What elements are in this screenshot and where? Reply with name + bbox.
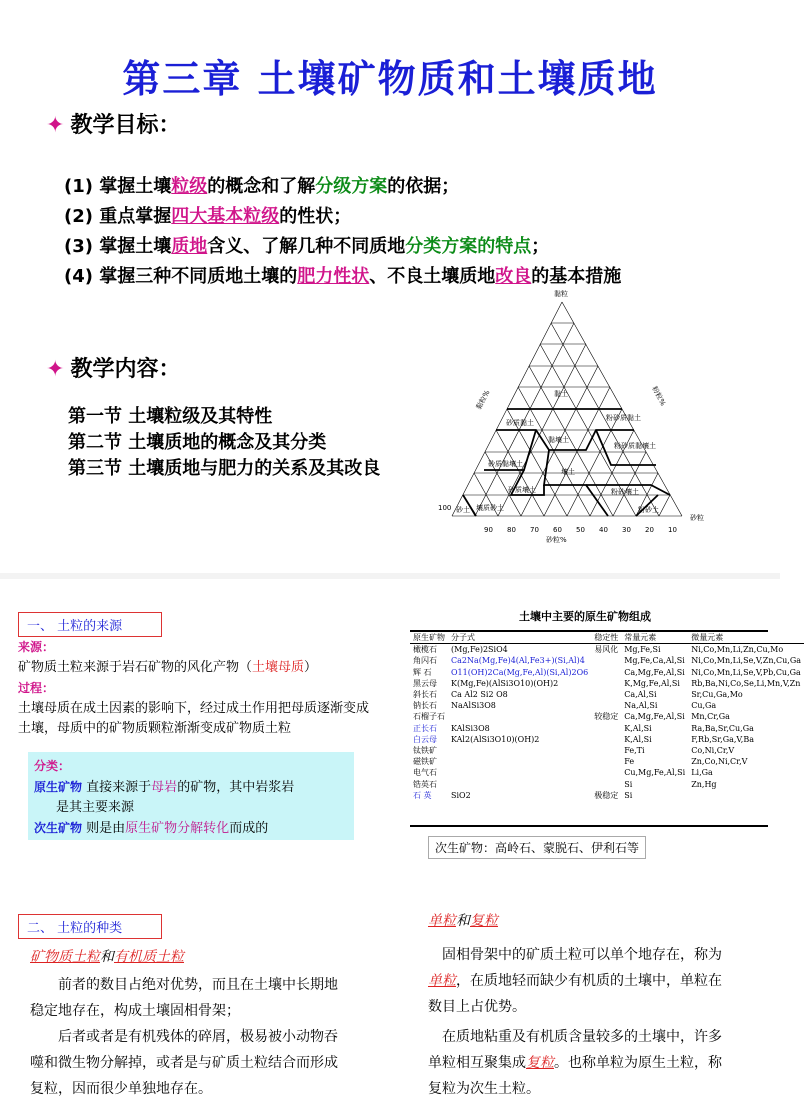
table-cell: [591, 655, 621, 666]
table-cell: Si: [624, 779, 633, 789]
table-cell: 石榴子石: [413, 712, 445, 722]
table-cell: 易风化: [594, 645, 619, 655]
table-cell: Cu,Mg,Fe,Al,Si: [624, 768, 686, 778]
table-cell: Mg,Fe,Si: [624, 645, 661, 655]
tick-label: 60: [553, 526, 562, 534]
table-cell: 黑云母: [413, 678, 437, 688]
table-header: 分子式: [448, 632, 591, 644]
tick-label: 10: [668, 526, 677, 534]
table-cell: 正长石: [413, 723, 437, 733]
table-cell: Si: [624, 790, 633, 800]
table-cell: [591, 678, 621, 689]
table-cell: K,Al,Si: [624, 734, 652, 744]
table-cell: 钛铁矿: [413, 745, 437, 755]
tick-label: 80: [507, 526, 516, 534]
bottom-axis-label: 砂粒%: [546, 536, 567, 544]
tick-label: 100: [438, 504, 452, 512]
mineral-table-wrap: [410, 630, 801, 827]
mineral-table: [410, 632, 804, 801]
primary-label: 原生矿物: [34, 780, 83, 794]
table-cell: [448, 711, 591, 722]
table-cell: KAlSi3O8: [451, 723, 490, 733]
objective-3: (3) 掌握土壤质地含义、了解几种不同质地分类方案的特点；: [64, 236, 550, 257]
section-2: 第二节 土壤质地的概念及其分类: [68, 432, 327, 453]
table-cell: [591, 745, 621, 756]
table-cell: Zn,Co,Ni,Cr,V: [691, 757, 748, 767]
table-cell: Na,Al,Si: [624, 701, 658, 711]
table-cell: 斜长石: [413, 690, 437, 700]
table-row: [410, 745, 804, 756]
table-header: 微量元素: [688, 632, 804, 644]
table-cell: [448, 745, 591, 756]
table-row: [410, 700, 804, 711]
tick-label: 40: [599, 526, 608, 534]
objective-4: (4) 掌握三种不同质地土壤的肥力性状、不良土壤质地改良的基本措施: [64, 266, 622, 287]
table-cell: Ni,Co,Mn,Li,Se,V,Zn,Cu,Ga: [691, 656, 801, 666]
table-cell: NaAlSi3O8: [451, 701, 496, 711]
table-cell: [591, 756, 621, 767]
table-cell: K,Mg,Fe,Al,Si: [624, 678, 680, 688]
table-row: [410, 644, 804, 656]
objectives-heading: ✦ 教学目标：: [46, 113, 181, 138]
process-text: 土壤母质在成土因素的影响下，经过成土作用把母质逐渐变成土壤，母质中的矿物质颗粒渐渐变成矿物质土粒: [18, 701, 370, 736]
table-cell: 极稳定: [594, 790, 619, 800]
types-para-1: 前者的数目占绝对优势，而且在土壤中长期地稳定地存在，构成土壤固相骨架；: [30, 977, 338, 1019]
table-row: [410, 778, 804, 789]
region-label: 壤质砂土: [476, 504, 504, 512]
table-cell: Fe,Ti: [624, 745, 645, 755]
table-cell: 钠长石: [413, 701, 437, 711]
objective-1: (1) 掌握土壤粒级的概念和了解分级方案的依据；: [64, 176, 460, 197]
region-label: 砂质壤土: [508, 486, 536, 494]
page-title: 第三章 土壤矿物质和土壤质地: [122, 57, 658, 101]
table-caption: 土壤中主要的原生矿物组成: [519, 610, 651, 623]
secondary-label: 次生矿物: [34, 821, 83, 835]
table-cell: Ni,Co,Mn,Li,Se,V,Pb,Cu,Ga: [691, 667, 801, 677]
grains-para-1: 固相骨架中的矿质土粒可以单个地存在，称为单粒，在质地轻而缺少有机质的土壤中，单粒在数目上占优势。: [428, 947, 722, 1015]
objectives-list: [64, 172, 764, 292]
table-cell: 较稳定: [594, 712, 619, 722]
region-label: 砂质黏壤土: [488, 460, 523, 468]
classification-box: 分类： 原生矿物 直接来源于母岩的矿物，其中岩浆岩 是其主要来源 次生矿物 则是由原生矿物分解转化而成的: [28, 752, 354, 840]
table-row: [410, 723, 804, 734]
region-label: 粉砂质黏土: [606, 414, 641, 422]
table-cell: Ca,Mg,Fe,Al,Si: [624, 712, 685, 722]
tick-label: 50: [576, 526, 585, 534]
soil-texture-triangle: [436, 280, 726, 550]
table-cell: O11(OH)2Ca(Mg,Fe,Al)(Si,Al)2O6: [451, 667, 589, 677]
table-cell: [591, 700, 621, 711]
table-row: [410, 689, 804, 700]
section-3: 第三节 土壤质地与肥力的关系及其改良: [68, 458, 381, 479]
table-cell: Fe: [624, 757, 635, 767]
table-header: 原生矿物: [410, 632, 448, 644]
source-label: 来源：: [18, 640, 55, 654]
star-bullet-icon: ✦: [46, 113, 65, 138]
grains-para-2: 在质地粘重及有机质含量较多的土壤中，许多单粒相互聚集成复粒。也称单粒为原生土粒，称复粒为次生土粒。: [428, 1029, 722, 1097]
triangle-apex-label: 黏粒: [554, 290, 568, 298]
table-cell: KAl2(AlSi3O10)(OH)2: [451, 734, 540, 744]
tick-label: 90: [484, 526, 493, 534]
slide-divider: [0, 573, 780, 579]
table-cell: [591, 767, 621, 778]
region-label: 砂土: [456, 506, 470, 514]
tick-bottom-end: 砂粒: [690, 514, 704, 522]
table-cell: (Mg,Fe)2SiO4: [451, 645, 508, 655]
table-cell: [591, 689, 621, 700]
tick-label: 30: [622, 526, 631, 534]
table-cell: Ca,Mg,Fe,Al,Si: [624, 667, 685, 677]
table-cell: SiO2: [451, 790, 471, 800]
types-subtitle: 矿物质土粒和有机质土粒: [30, 949, 184, 965]
origin-box-label: 一、 土粒的来源: [18, 612, 162, 637]
table-cell: [688, 790, 804, 801]
table-cell: [448, 756, 591, 767]
table-cell: Mn,Cr,Ga: [691, 712, 730, 722]
table-cell: Co,Ni,Cr,V: [691, 745, 735, 755]
table-row: [410, 790, 804, 801]
table-cell: [591, 667, 621, 678]
table-cell: K(Mg,Fe)(AlSi3O10)(OH)2: [451, 678, 559, 688]
grains-subtitle: 单粒和复粒: [428, 913, 498, 929]
table-cell: 电气石: [413, 768, 437, 778]
table-row: [410, 767, 804, 778]
table-row: [410, 734, 804, 745]
tick-label: 20: [645, 526, 654, 534]
table-cell: Cu,Ga: [691, 701, 717, 711]
table-row: [410, 655, 804, 666]
left-axis-label: 黏粒%: [474, 388, 492, 411]
tick-label: 70: [530, 526, 539, 534]
region-label: 粉砂质黏壤土: [614, 442, 656, 450]
table-cell: Rb,Ba,Ni,Co,Se,Li,Mn,V,Zn: [691, 678, 801, 688]
region-label: 黏壤土: [548, 436, 569, 444]
region-label: 粉砂壤土: [611, 488, 639, 496]
table-row: [410, 711, 804, 722]
table-row: [410, 667, 804, 678]
table-cell: Ni,Co,Mn,Li,Zn,Cu,Mo: [691, 645, 784, 655]
region-label: 砂质黏土: [506, 419, 534, 427]
table-cell: Ca Al2 Si2 O8: [451, 690, 508, 700]
table-cell: K,Al,Si: [624, 723, 652, 733]
region-label: 粉砂土: [638, 506, 659, 514]
table-cell: 磁铁矿: [413, 757, 437, 767]
table-cell: Ca,Al,Si: [624, 690, 657, 700]
table-cell: [591, 778, 621, 789]
table-cell: [448, 778, 591, 789]
table-cell: 石 英: [413, 790, 432, 800]
table-cell: Zn,Hg: [691, 779, 717, 789]
table-header: 稳定性: [591, 632, 621, 644]
table-cell: [448, 767, 591, 778]
table-cell: 白云母: [413, 734, 437, 744]
table-cell: 锆英石: [413, 779, 437, 789]
types-para-2: 后者或者是有机残体的碎屑，极易被小动物吞噬和微生物分解掉，或者是与矿质土粒结合而形成复粒，因而很少单独地存在。: [30, 1029, 338, 1097]
section-1: 第一节 土壤粒级及其特性: [68, 406, 273, 427]
star-bullet-icon: ✦: [46, 357, 65, 382]
table-cell: [591, 734, 621, 745]
table-cell: Li,Ga: [691, 768, 713, 778]
table-cell: 橄榄石: [413, 645, 437, 655]
types-box-label: 二、 土粒的种类: [18, 914, 162, 939]
table-cell: [591, 723, 621, 734]
table-cell: F,Rb,Sr,Ga,V,Ba: [691, 734, 754, 744]
objective-2: (2) 重点掌握四大基本粒级的性状；: [64, 206, 352, 227]
table-header: 常量元素: [621, 632, 688, 644]
content-heading: ✦ 教学内容：: [46, 357, 181, 382]
process-label: 过程：: [18, 681, 55, 695]
table-row: [410, 678, 804, 689]
class-label: 分类：: [34, 759, 71, 773]
region-label: 壤土: [561, 468, 575, 476]
right-axis-label: 粉粒%: [650, 385, 667, 408]
table-cell: Ra,Ba,Sr,Cu,Ga: [691, 723, 754, 733]
table-cell: Ca2Na(Mg,Fe)4(Al,Fe3+)(Si,Al)4: [451, 656, 585, 666]
region-label: 黏土: [554, 390, 568, 398]
secondary-minerals-note: 次生矿物：高岭石、蒙脱石、伊利石等: [428, 836, 646, 859]
table-cell: 辉 石: [413, 667, 432, 677]
table-row: [410, 756, 804, 767]
section-list: [68, 404, 380, 482]
table-cell: 角闪石: [413, 656, 437, 666]
table-cell: Mg,Fe,Ca,Al,Si: [624, 656, 685, 666]
table-cell: Sr,Cu,Ga,Mo: [691, 690, 743, 700]
origin-text: 来源： 矿物质土粒来源于岩石矿物的风化产物（土壤母质） 过程： 土壤母质在成土因素的影响下，经过成土作用把母质逐渐变成土壤，母质中的矿物质颗粒渐渐变成矿物质土粒: [18, 637, 378, 739]
